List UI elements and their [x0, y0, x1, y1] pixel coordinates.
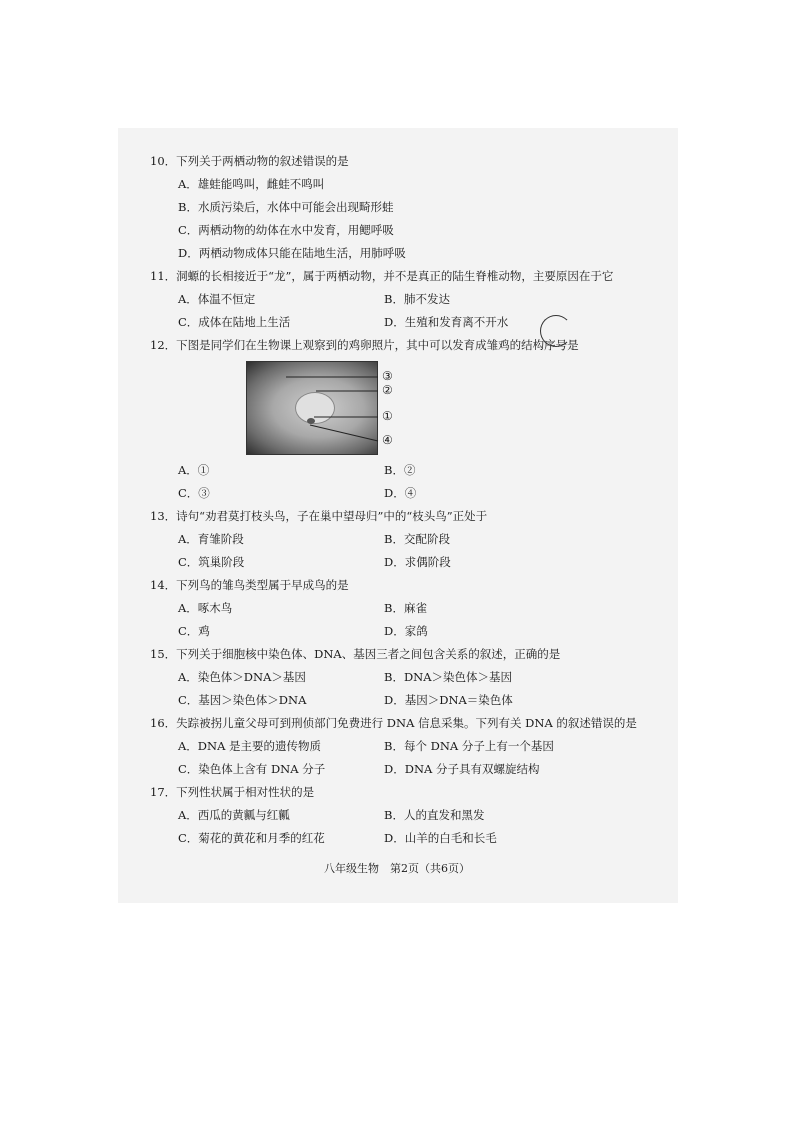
question-11-option-b: B．肺不发达 — [384, 292, 450, 306]
question-15-option-c: C．基因＞染色体＞DNA — [178, 693, 307, 707]
question-16-option-b: B．每个 DNA 分子上有一个基因 — [384, 739, 554, 753]
question-12-option-c: C．③ — [178, 486, 210, 500]
question-15-options-row-1 — [150, 666, 650, 689]
question-16-stem: 16．失踪被拐儿童父母可到刑侦部门免费进行 DNA 信息采集。下列有关 DNA 的叙述错误的是 — [150, 716, 637, 730]
question-17-stem: 17．下列性状属于相对性状的是 — [150, 785, 315, 799]
question-11-options-row-2 — [150, 311, 650, 334]
label-3: ③ — [382, 369, 393, 383]
question-13-options-row-2 — [150, 551, 650, 574]
question-11-option-d: D．生殖和发育离不开水 — [384, 315, 509, 329]
question-17-option-d: D．山羊的白毛和长毛 — [384, 831, 497, 845]
question-15-option-b: B．DNA＞染色体＞基因 — [384, 670, 513, 684]
question-10-option-a: A．雄蛙能鸣叫，雌蛙不鸣叫 — [178, 177, 325, 191]
question-14-option-d: D．家鸽 — [384, 624, 428, 638]
question-11-option-a: A．体温不恒定 — [178, 292, 256, 306]
label-2: ② — [382, 383, 393, 397]
egg-photo-figure — [246, 361, 446, 459]
question-list — [150, 150, 650, 850]
question-16-options-row-2 — [150, 758, 650, 781]
question-17-options-row-1 — [150, 804, 650, 827]
question-10-stem: 10．下列关于两栖动物的叙述错误的是 — [150, 154, 349, 168]
question-13-option-b: B．交配阶段 — [384, 532, 450, 546]
question-12-option-a: A．① — [178, 463, 210, 477]
question-13-option-c: C．筑巢阶段 — [178, 555, 245, 569]
question-13-options-row-1 — [150, 528, 650, 551]
question-13-option-a: A．育雏阶段 — [178, 532, 244, 546]
question-15-options-row-2 — [150, 689, 650, 712]
question-14-option-a: A．啄木鸟 — [178, 601, 233, 615]
question-12-options-row-2 — [150, 482, 650, 505]
question-12-options-row-1 — [150, 459, 650, 482]
question-14-option-b: B．麻雀 — [384, 601, 427, 615]
question-10-option-b: B．水质污染后，水体中可能会出现畸形蛙 — [178, 200, 394, 214]
question-16-option-d: D．DNA 分子具有双螺旋结构 — [384, 762, 540, 776]
question-13-stem: 13．诗句“劝君莫打枝头鸟，子在巢中望母归”中的“枝头鸟”正处于 — [150, 509, 488, 523]
label-1: ① — [382, 409, 393, 423]
label-4: ④ — [382, 433, 393, 447]
question-17-option-b: B．人的直发和黑发 — [384, 808, 485, 822]
question-12-option-d: D．④ — [384, 486, 417, 500]
question-17-option-a: A．西瓜的黄瓤与红瓤 — [178, 808, 290, 822]
question-11-option-c: C．成体在陆地上生活 — [178, 315, 291, 329]
question-10-option-c: C．两栖动物的幼体在水中发育，用鳃呼吸 — [178, 223, 394, 237]
pencil-mark — [540, 315, 572, 347]
question-14-options-row-2 — [150, 620, 650, 643]
question-10-option-d: D．两栖动物成体只能在陆地生活，用肺呼吸 — [178, 246, 406, 260]
question-17-option-c: C．菊花的黄花和月季的红花 — [178, 831, 325, 845]
page-footer: 八年级生物 第2页（共6页） — [324, 862, 470, 875]
question-14-stem: 14．下列鸟的雏鸟类型属于早成鸟的是 — [150, 578, 349, 592]
question-16-option-c: C．染色体上含有 DNA 分子 — [178, 762, 326, 776]
question-12-stem: 12．下图是同学们在生物课上观察到的鸡卵照片，其中可以发育成雏鸡的结构序号是 — [150, 338, 579, 352]
label-leader-lines — [246, 361, 386, 459]
question-14-options-row-1 — [150, 597, 650, 620]
question-11-stem: 11．洞螈的长相接近于“龙”，属于两栖动物，并不是真正的陆生脊椎动物，主要原因在于它 — [150, 269, 614, 283]
question-16-option-a: A．DNA 是主要的遗传物质 — [178, 739, 322, 753]
question-16-options-row-1 — [150, 735, 650, 758]
question-15-stem: 15．下列关于细胞核中染色体、DNA、基因三者之间包含关系的叙述，正确的是 — [150, 647, 561, 661]
question-11-options-row-1 — [150, 288, 650, 311]
question-15-option-d: D．基因＞DNA＝染色体 — [384, 693, 513, 707]
question-15-option-a: A．染色体＞DNA＞基因 — [178, 670, 306, 684]
question-13-option-d: D．求偶阶段 — [384, 555, 451, 569]
question-17-options-row-2 — [150, 827, 650, 850]
question-12-option-b: B．② — [384, 463, 416, 477]
question-14-option-c: C．鸡 — [178, 624, 210, 638]
